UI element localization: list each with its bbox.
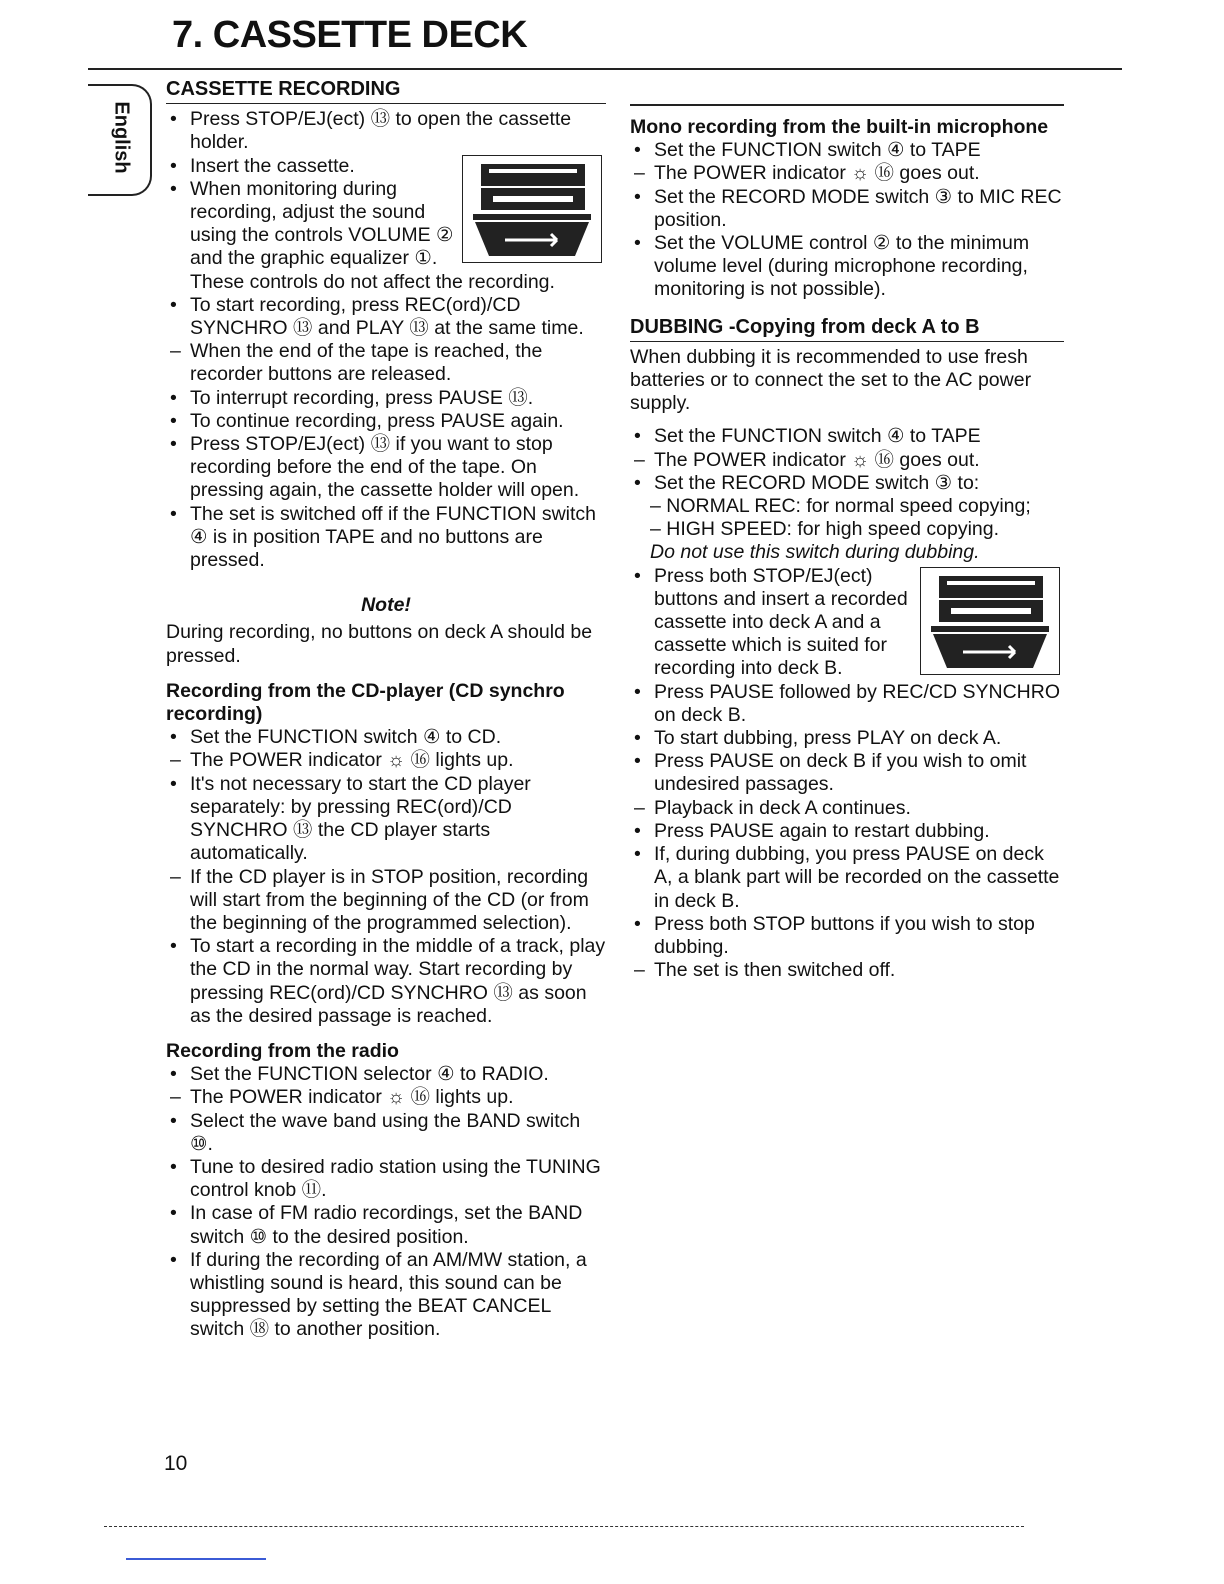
dubbing-intro: When dubbing it is recommended to use fresh batteries or to connect the set to the AC power supply. (630, 345, 1032, 415)
dash: – (170, 340, 181, 363)
cd-recording-heading: Recording from the CD-player (CD synchro recording) (166, 679, 565, 726)
list-item-text: The POWER indicator ☼ ⑯ lights up. (190, 749, 514, 772)
left-column (166, 78, 606, 1342)
list-item (630, 565, 1064, 681)
bullet: • (634, 843, 641, 866)
list-item (166, 108, 606, 154)
list-item (166, 1063, 606, 1086)
bullet: • (170, 1155, 177, 1178)
bullet: • (170, 293, 177, 316)
list-item-text: When monitoring during recording, adjust the sound using the controls VOLUME ② and the graphic equalizer ①. These controls do not affect the recording. (190, 177, 555, 293)
dash: – (170, 865, 181, 888)
page-number: 10 (164, 1452, 188, 1475)
list-item-text: The set is then switched off. (654, 959, 896, 982)
bullet: • (170, 154, 177, 177)
list-item (630, 913, 1064, 959)
bullet: • (170, 1063, 177, 1086)
dash: – (634, 796, 645, 819)
list-item-text: The set is switched off if the FUNCTION switch ④ is in position TAPE and no buttons are pressed. (190, 502, 597, 572)
list-item-text: The POWER indicator ☼ ⑯ goes out. (654, 162, 980, 185)
language-tab-label-wrap (96, 102, 146, 172)
dash: – (170, 749, 181, 772)
list-item-text: If the CD player is in STOP position, recording will start from the beginning of the CD (or from the beginning of the programmed selection). (190, 865, 589, 934)
list-item (630, 750, 1064, 796)
bullet: • (634, 185, 641, 208)
list-item (166, 1086, 606, 1109)
dash: – (170, 1086, 181, 1109)
list-item-text: Press STOP/EJ(ect) ⑬ if you want to stop recording before the end of the tape. On pressing again, the cassette holder will open. (190, 433, 580, 502)
bullet: • (170, 108, 177, 131)
language-tab-label: English (110, 100, 133, 174)
note-text: During recording, no buttons on deck A should be pressed. (166, 621, 593, 667)
bullet: • (170, 935, 177, 958)
mono-recording-heading: Mono recording from the built-in microphone (630, 116, 1049, 138)
list-item-text: It's not necessary to start the CD player separately: by pressing REC(ord)/CD SYNCHRO ⑬ the CD player starts automatically. (190, 772, 531, 865)
list-item (166, 503, 606, 573)
list-item-text: Tune to desired radio station using the TUNING control knob ⑪. (190, 1155, 601, 1202)
dash: – (634, 162, 645, 185)
radio-recording-heading: Recording from the radio (166, 1039, 399, 1062)
bullet: • (170, 386, 177, 409)
list-item-text: Press PAUSE followed by REC/CD SYNCHRO on deck B. (654, 680, 1060, 726)
list-item (166, 1156, 606, 1202)
bullet: • (170, 1202, 177, 1225)
list-item-text: In case of FM radio recordings, set the BAND switch ⑩ to the desired position. (190, 1202, 583, 1248)
bullet: • (170, 433, 177, 456)
list-item-text: Press both STOP/EJ(ect) buttons and insert a recorded cassette into deck A and a cassette which is suited for recording into deck B. (654, 564, 908, 680)
list-item (166, 726, 606, 749)
bullet: • (634, 727, 641, 750)
page-title: 7. CASSETTE DECK (172, 14, 528, 56)
list-item (630, 472, 1064, 495)
list-item (166, 433, 606, 503)
list-item-text: Set the FUNCTION selector ④ to RADIO. (190, 1063, 549, 1086)
list-item-text: When the end of the tape is reached, the recorder buttons are released. (190, 340, 543, 386)
list-item-text: Press PAUSE on deck B if you wish to omit undesired passages. (654, 750, 1027, 796)
bullet: • (634, 750, 641, 773)
list-item (630, 727, 1064, 750)
bullet: • (170, 772, 177, 795)
list-item (166, 340, 606, 386)
list-item (630, 820, 1064, 843)
list-item-text: Playback in deck A continues. (654, 796, 911, 819)
dash: – (634, 448, 645, 471)
list-item-text: To interrupt recording, press PAUSE ⑬. (190, 386, 534, 409)
dubbing-heading: DUBBING -Copying from deck A to B (630, 316, 1064, 342)
list-item-text: Set the FUNCTION switch ④ to CD. (190, 726, 502, 749)
list-item (630, 959, 1064, 982)
list-item-text: To continue recording, press PAUSE again. (190, 409, 564, 432)
list-item (630, 186, 1064, 232)
bullet: • (634, 139, 641, 162)
bullet: • (170, 177, 177, 200)
dash: – (634, 959, 645, 982)
bullet: • (170, 409, 177, 432)
list-item-text: Set the VOLUME control ② to the minimum volume level (during microphone recording, monitoring is not possible). (654, 232, 1030, 301)
list-item (630, 681, 1064, 727)
record-mode-high: – HIGH SPEED: for high speed copying. (650, 518, 1000, 541)
list-item (166, 773, 606, 866)
footer-rule (104, 1526, 1024, 1527)
list-item-text: To start a recording in the middle of a track, play the CD in the normal way. Start recording by pressing REC(ord)/CD SYNCHRO ⑬ as soon as the desired passage is reached. (190, 935, 606, 1027)
list-item (630, 797, 1064, 820)
list-item-text: Set the RECORD MODE switch ③ to: (654, 471, 980, 494)
bullet: • (634, 819, 641, 842)
list-item (166, 294, 606, 340)
list-item-text: To start dubbing, press PLAY on deck A. (654, 727, 1002, 750)
bullet: • (634, 564, 641, 587)
list-item (166, 410, 606, 433)
bullet: • (634, 912, 641, 935)
list-item (630, 232, 1064, 302)
list-item-text: The POWER indicator ☼ ⑯ lights up. (190, 1086, 514, 1109)
list-item-text: If, during dubbing, you press PAUSE on deck A, a blank part will be recorded on the cassette in deck B. (654, 843, 1060, 912)
list-item (166, 935, 606, 1028)
list-item-text: Press STOP/EJ(ect) ⑬ to open the cassette holder. (190, 108, 572, 154)
list-item-text: Select the wave band using the BAND switch ⑩. (190, 1109, 581, 1155)
record-mode-normal: – NORMAL REC: for normal speed copying; (650, 495, 1031, 518)
list-item (166, 1202, 606, 1248)
title-rule (88, 68, 1122, 70)
list-item-text: The POWER indicator ☼ ⑯ goes out. (654, 448, 980, 471)
list-item (166, 1110, 606, 1156)
bullet: • (170, 1248, 177, 1271)
list-item (166, 749, 606, 772)
bullet: • (634, 680, 641, 703)
list-item (166, 155, 606, 178)
note-title: Note! (361, 594, 411, 617)
list-item (630, 843, 1064, 913)
bullet: • (634, 232, 641, 255)
bullet: • (170, 502, 177, 525)
dubbing-warning: Do not use this switch during dubbing. (650, 541, 980, 564)
list-item (630, 425, 1064, 448)
list-item-text: To start recording, press REC(ord)/CD SYNCHRO ⑬ and PLAY ⑬ at the same time. (190, 293, 584, 340)
bullet: • (170, 1109, 177, 1132)
right-column (630, 104, 1064, 982)
list-item-text: Insert the cassette. (190, 154, 355, 177)
list-item (166, 1249, 606, 1342)
footer-accent-line (126, 1558, 266, 1560)
bullet: • (170, 726, 177, 749)
list-item-text: Set the RECORD MODE switch ③ to MIC REC position. (654, 185, 1062, 231)
list-item (166, 866, 606, 936)
list-item-text: If during the recording of an AM/MW station, a whistling sound is heard, this sound can be suppressed by setting the BEAT CANCEL switch ⑱ to another position. (190, 1248, 587, 1341)
cassette-recording-heading: CASSETTE RECORDING (166, 78, 606, 104)
list-item-text: Set the FUNCTION switch ④ to TAPE (654, 425, 981, 448)
list-item (166, 387, 606, 410)
list-item-text: Press PAUSE again to restart dubbing. (654, 819, 990, 842)
list-item (166, 178, 606, 294)
list-item-text: Set the FUNCTION switch ④ to TAPE (654, 139, 981, 162)
list-item-text: Press both STOP buttons if you wish to stop dubbing. (654, 912, 1035, 958)
list-item (630, 449, 1064, 472)
bullet: • (634, 471, 641, 494)
list-item (630, 139, 1064, 162)
list-item (630, 162, 1064, 185)
bullet: • (634, 425, 641, 448)
